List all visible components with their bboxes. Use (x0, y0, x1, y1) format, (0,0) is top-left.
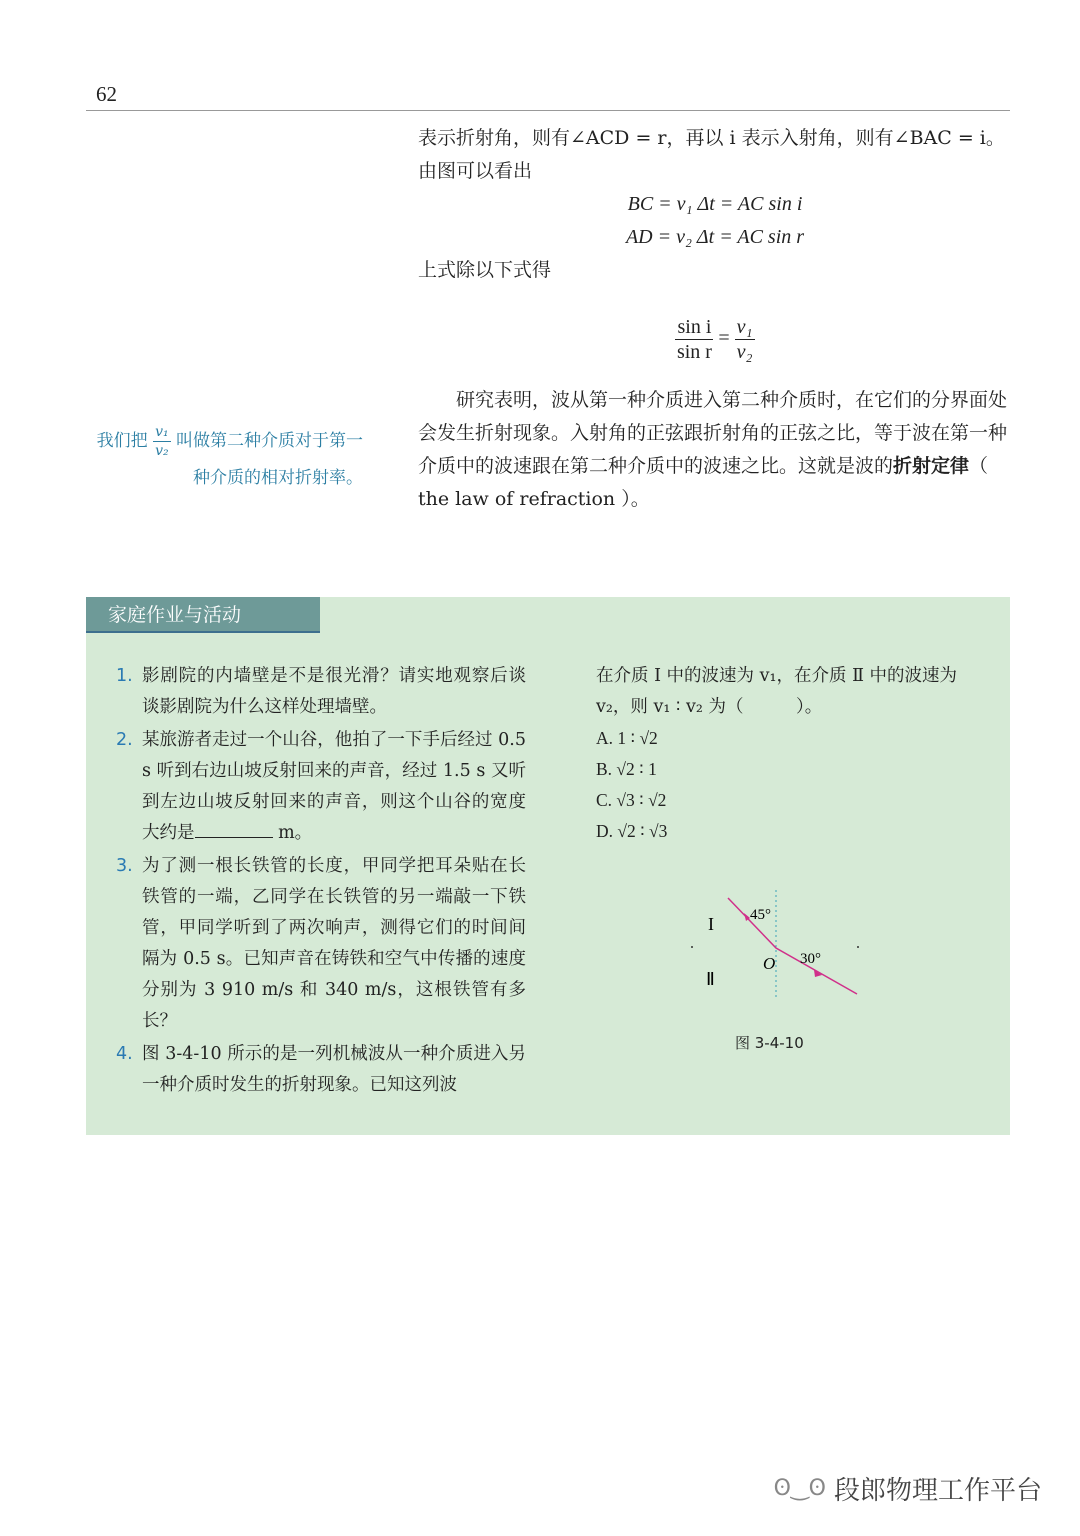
question-4-continued: 在介质 I 中的波速为 v₁，在介质 Ⅱ 中的波速为 v₂，则 v₁ ∶ v₂ 为（ ）。 (596, 666, 958, 717)
question-number: 4. (116, 1044, 133, 1064)
watermark (774, 1470, 1042, 1507)
equation-2: AD = v₂ Δt = AC sin r (625, 226, 805, 248)
boundary-mark (857, 946, 859, 948)
medium-1-label: I (708, 914, 714, 934)
main-text (418, 122, 1012, 516)
frac-num: sin i (677, 316, 712, 338)
ratio-equation (418, 315, 1012, 364)
watermark-text: 段郎物理工作平台 (833, 1476, 1042, 1506)
option-a: A. 1 ∶ √2 (596, 728, 658, 748)
questions-left (116, 661, 526, 1103)
medium-2-label: Ⅱ (706, 969, 715, 989)
paragraph-2: 上式除以下式得 (418, 259, 552, 281)
homework-title: 家庭作业与活动 (86, 597, 320, 633)
angle-30: 30° (800, 951, 821, 967)
question-text: 为了测一根长铁管的长度，甲同学把耳朵贴在长铁管的一端，乙同学在长铁管的另一端敲一下铁管，甲同学听到了两次响声，测得它们的时间间隔为 0.5 s。已知声音在铸铁和空气中传播的速度分别为 3 910 m/s 和 340 m/s，这根铁管有多长？ (142, 856, 526, 1031)
option-c: C. √3 ∶ √2 (596, 790, 667, 810)
header-rule (86, 110, 1010, 111)
question-unit: m。 (272, 823, 313, 843)
question-number: 2. (116, 730, 133, 750)
option-b: B. √2 ∶ 1 (596, 759, 657, 779)
question-text: 某旅游者走过一个山谷，他拍了一下手后经过 0.5 s 听到右边山坡反射回来的声音，经过 1.5 s 又听到左边山坡反射回来的声音，则这个山谷的宽度大约是 (142, 730, 526, 843)
side-note-pre: 我们把 (96, 431, 148, 451)
option-d: D. √2 ∶ √3 (596, 821, 668, 841)
question-text: 图 3-4-10 所示的是一列机械波从一种介质进入另一种介质时发生的折射现象。已知这列波 (142, 1044, 526, 1095)
homework-box (86, 597, 1010, 1135)
equation-1: BC = v₁ Δt = AC sin i (627, 193, 803, 215)
equals: = (718, 327, 730, 350)
question-number: 1. (116, 666, 133, 686)
boundary-mark (691, 946, 693, 948)
question-2 (116, 725, 526, 849)
side-note-post: 叫做第二种介质对于第一种介质的相对折射率。 (176, 431, 363, 488)
side-frac-den: v₂ (155, 443, 169, 459)
question-number: 3. (116, 856, 133, 876)
origin-label: O (763, 954, 776, 973)
wechat-icon: ʘ‿ʘ (773, 1476, 826, 1501)
side-frac-num: v₁ (155, 424, 169, 440)
paragraph-1: 表示折射角，则有∠ACD = r，再以 i 表示入射角，则有∠BAC = i。由图可以看出 (418, 127, 1005, 182)
angle-45: 45° (750, 907, 771, 923)
paragraph-3 (418, 384, 1012, 516)
frac-den: sin r (676, 341, 712, 363)
refraction-diagram (600, 885, 880, 1015)
question-4 (116, 1039, 526, 1101)
question-3 (116, 851, 526, 1037)
page-number: 62 (96, 82, 117, 106)
law-text: 研究表明，波从第一种介质进入第二种介质时，在它们的分界面处会发生折射现象。入射角的正弦跟折射角的正弦之比，等于波在第一种介质中的波速跟在第二种介质中的波速之比。这就是波的 (418, 389, 1008, 477)
side-note (88, 423, 363, 496)
figure-caption: 图 3-4-10 (735, 1034, 804, 1052)
law-term: 折射定律 (893, 455, 970, 477)
answer-blank (195, 819, 273, 838)
law-english: （ the law of refraction ）。 (418, 455, 989, 510)
frac-num: v₁ (736, 316, 753, 338)
question-1 (116, 661, 526, 723)
questions-right (596, 661, 996, 847)
wave-ray (728, 898, 857, 994)
question-text: 影剧院的内墙壁是不是很光滑？请实地观察后谈谈影剧院为什么这样处理墙壁。 (142, 666, 526, 717)
frac-den: v₂ (736, 341, 753, 363)
